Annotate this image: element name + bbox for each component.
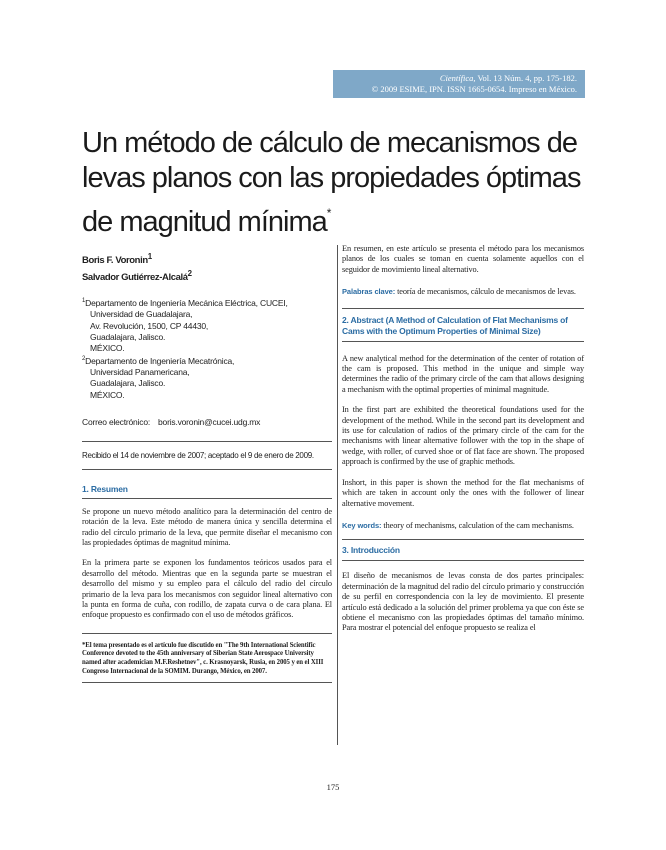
author-2	[82, 267, 332, 284]
section-heading-resumen: 1. Resumen	[82, 483, 128, 494]
affiliation-sup: 1	[82, 298, 86, 305]
journal-citation	[333, 73, 577, 84]
affiliation-line: $^1$Departamento de Ingeniería Mecánica Eléctrica, CUCEI,	[82, 298, 288, 309]
journal-volume: Vol. 13 Núm. 4, pp. 175-182.	[475, 73, 577, 83]
page-number: 175	[326, 782, 340, 792]
column-divider	[337, 245, 338, 745]
author-1	[82, 250, 332, 267]
keywords-label: Palabras clave:	[342, 287, 396, 297]
affiliation-line: Universidad de Guadalajara,	[90, 309, 193, 320]
summary-paragraph: En resumen, en este artículo se presenta el método para los mecanismos planos de los cuales se toman en cuenta solamente aquellos con el seguidor de movimiento lineal alternativo.	[342, 244, 584, 274]
abstract-paragraph: A new analytical method for the determination of the center of rotation of the cam is proposed. This method in the unique and simple way determines the radio of the primary circle of the cam that allows designing a mechanism with the optimal properties of minimal magnitude.	[342, 353, 584, 394]
affiliation-line: MÉXICO.	[90, 342, 125, 353]
affiliation-line: MÉXICO.	[90, 389, 125, 400]
email-address[interactable]: boris.voronin@cucei.udg.mx	[158, 416, 261, 427]
divider	[82, 682, 332, 683]
affiliation-sup: 2	[82, 356, 86, 363]
resumen-paragraph: En la primera parte se exponen los fundamentos teóricos usados para el desarrollo del método. Mientras que en la segunda parte se muestran el desarrollo del mismo y su empleo para el cálculo del radio del círculo primario de la leva para los mecanismos con seguidor lineal alternativo con la punta en forma de cuña, con rodillo, de zapata curva o de cara plana. El enfoque propuesto es confirmado con el uso de métodos gráficos.	[82, 558, 332, 620]
affiliation-line: Guadalajara, Jalisco.	[90, 331, 166, 342]
abstract-paragraph: Inshort, in this paper is shown the method for the flat mechanisms of which are taken in account only the ones with the follower of linear alternative movement.	[342, 477, 584, 508]
keywords-label: Key words:	[342, 520, 382, 530]
affiliation-line: Guadalajara, Jalisco.	[90, 378, 166, 389]
right-column	[342, 244, 584, 634]
received-date: Recibido el 14 de noviembre de 2007; aceptado el 9 de enero de 2009.	[82, 450, 314, 460]
section-heading-introduccion: 3. Introducción	[342, 545, 400, 556]
title-text: Un método de cálculo de mecanismos de levas planos con las propiedades óptimas de magnitud mínima	[82, 127, 581, 238]
section-heading-abstract: 2. Abstract (A Method of Calculation of Flat Mechanisms of Cams with the Optimum Properties of Minimal Size)	[342, 314, 568, 336]
keywords-text: teoría de mecanismos, cálculo de mecanismos de levas.	[395, 287, 576, 297]
divider	[342, 341, 584, 342]
affiliation-line: Av. Revolución, 1500, CP 44430,	[90, 320, 209, 331]
abstract-paragraph: In the first part are exhibited the theoretical foundations used for the development of the method. While in the second part its development and its use for calculation of radios of the primary circle of the cam for the mechanisms with linear alternative follower with the top in the shape of wedge, with roller, of curved shoe or of flat face are shown. The proposed approach is confirmed by the use of graphic methods.	[342, 405, 584, 467]
divider	[82, 441, 332, 442]
author-sup: 1	[147, 252, 152, 261]
affiliations	[82, 296, 332, 400]
keywords-es	[342, 287, 584, 297]
divider	[82, 469, 332, 470]
intro-paragraph: El diseño de mecanismos de levas consta de dos partes principales: determinación de la magnitud del radio del círculo primario y construcción de su perfil en correspondencia con la ley de movimiento. El presente artículo está dedicado a la solución del primer problema ya que con éste se obtiene el mecanismo con las propiedades óptimas del tamaño mínimo. Para mostrar el potencial del enfoque propuesto se realiza el	[342, 571, 584, 633]
journal-header-bar	[333, 70, 585, 98]
email-line	[82, 417, 332, 427]
divider	[342, 539, 584, 540]
keywords-en	[342, 521, 584, 531]
keywords-text: theory of mechanisms, calculation of the cam mechanisms.	[381, 520, 574, 530]
journal-name: Científica,	[439, 73, 476, 83]
article-title	[82, 126, 582, 240]
author-name: Boris F. Voronin	[82, 255, 148, 267]
divider	[82, 498, 332, 499]
affiliation-line: $^2$Departamento de Ingeniería Mecatrónica,	[82, 355, 235, 366]
divider	[342, 308, 584, 309]
email-label: Correo electrónico:	[82, 416, 151, 427]
author-sup: 2	[187, 269, 192, 279]
left-column	[82, 250, 332, 683]
divider	[82, 633, 332, 634]
affiliation-line: Universidad Panamericana,	[90, 367, 190, 378]
title-footnote-mark: *	[326, 206, 331, 220]
divider	[342, 560, 584, 561]
journal-copyright: © 2009 ESIME, IPN. ISSN 1665-0654. Impreso en México.	[371, 84, 577, 94]
footnote: *El tema presentado es el artículo fue discutido en "The 9th International Scientific Conference devoted to the 45th anniversary of Siberian State Aerospace University named after academician M.F.Reshetnev", c. Krasnoyarsk, Rusia, en 2005 y en el XIII Congreso Internacional de la SOMIM. Durango, México, en 2007.	[82, 641, 324, 675]
resumen-paragraph: Se propone un nuevo método analítico para la determinación del centro de rotación de la leva. Este método de manera única y sencilla determina el radio del círculo primario de la leva, que permite diseñar el mecanismo con las propiedades óptimas de magnitud mínima.	[82, 506, 332, 548]
author-name: Salvador Gutiérrez-Alcalá	[82, 272, 188, 284]
